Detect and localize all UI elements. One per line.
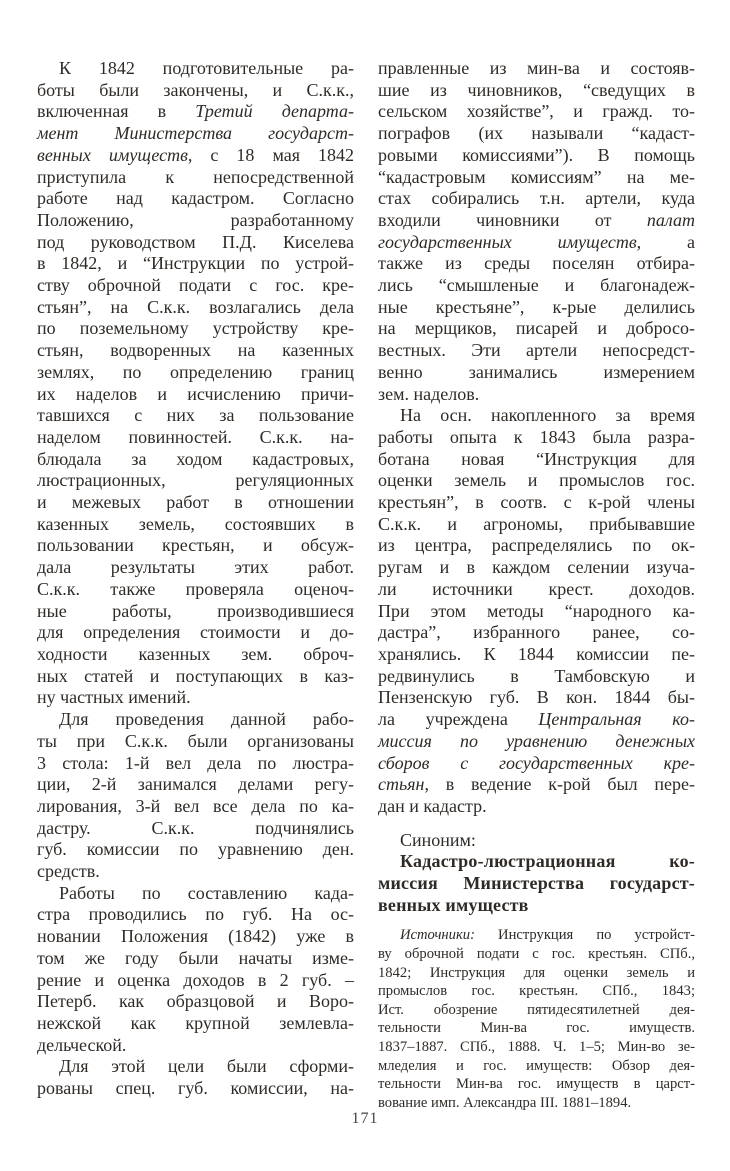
text-line: Синоним: (400, 829, 476, 850)
text-line: дастру. С.к.к. подчинялись (37, 817, 354, 838)
left-column (37, 58, 354, 1112)
text-line: хранялись. К 1844 комиссии пе- (378, 643, 695, 664)
text-line: С.к.к. также проверяла оценоч- (37, 578, 354, 599)
text-line: землях, по определению границ (37, 361, 354, 382)
text-line: ству оброчной подати с гос. кре- (37, 275, 354, 296)
sources (378, 926, 695, 1112)
text-line: ты при С.к.к. были организованы (37, 730, 354, 751)
text-line: С.к.к. и агрономы, прибывавшие (378, 513, 695, 534)
paragraph-5 (378, 405, 695, 817)
text-line: пользовании крестьян, и обсуж- (37, 535, 354, 556)
text-line: ные работы, производившиеся (37, 600, 354, 621)
paragraph-2 (37, 709, 354, 883)
text-line: ла учреждена Центральная ко- (378, 709, 695, 730)
text-line: работе над кадастром. Согласно (37, 188, 354, 209)
text-line: тельности Мин-ва гос. имуществ в царст- (378, 1076, 695, 1093)
paragraph-4 (37, 1056, 354, 1099)
text-line: стах собирались т.н. артели, куда (378, 188, 695, 209)
text-line: Пензенскую губ. В кон. 1844 бы- (378, 687, 695, 708)
text-line: мледелия и гос. имуществ: Обзор дея- (378, 1057, 695, 1074)
text-line: ругам и в каждом селении изуча- (378, 557, 695, 578)
text-line: мент Министерства государст- (37, 123, 354, 144)
text-line: миссия по уравнению денежных (378, 730, 695, 751)
text-line: блюдала за ходом кадастровых, (37, 448, 354, 469)
text-line: лись “смышленые и благонадеж- (378, 275, 695, 296)
text-line: ных статей и поступающих в каз- (37, 665, 354, 686)
text-line: из центра, распределялись по ок- (378, 535, 695, 556)
text-line: 3 стола: 1-й вел дела по люстра- (37, 752, 354, 773)
paragraph-1 (37, 58, 354, 709)
text-line: на мерщиков, писарей и добросо- (378, 318, 695, 339)
text-line: ли источники крест. доходов. (378, 578, 695, 599)
text-line: для определения стоимости и до- (37, 622, 354, 643)
text-line: государственных имуществ, а (378, 231, 695, 252)
text-line: рение и оценка доходов в 2 губ. – (37, 969, 354, 990)
text-line: боты были закончены, и С.к.к., (37, 79, 354, 100)
text-line: “кадастровым комиссиям” на ме- (378, 166, 695, 187)
text-line: люстрационных, регуляционных (37, 470, 354, 491)
text-line: дан и кадастр. (378, 795, 487, 816)
text-line: сельском хозяйстве”, и гражд. то- (378, 101, 695, 122)
text-line: дастра”, избранного ранее, со- (378, 622, 695, 643)
text-line: губ. комиссии по уравнению ден. (37, 839, 354, 860)
text-line: редвинулись в Тамбовскую и (378, 665, 695, 686)
text-line: ходности казенных зем. оброч- (37, 643, 354, 664)
text-line: ву оброчной подати с гос. крестьян. СПб., (378, 946, 695, 963)
text-line: дельческой. (37, 1034, 127, 1055)
text-line: ровыми комиссиями”). В помощь (378, 144, 695, 165)
page-number: 171 (351, 1110, 379, 1127)
text-line: рованы спец. губ. комиссии, на- (37, 1078, 354, 1099)
text-line: вестных. Эти артели непосредст- (378, 340, 695, 361)
text-line: На осн. накопленного за время (400, 405, 695, 426)
text-line: миссия Министерства государст- (378, 873, 695, 894)
text-line: под руководством П.Д. Киселева (37, 231, 354, 252)
text-line: Ист. обозрение пятидесятилетней дея- (378, 1001, 695, 1018)
text-line: ные крестьяне”, к-рые делились (378, 296, 695, 317)
text-line: и межевых работ в отношении (37, 492, 354, 513)
right-column (378, 58, 695, 1112)
text-line: Кадастро-люстрационная ко- (400, 851, 695, 872)
text-line: венных имуществ (378, 894, 529, 915)
text-line: включенная в Третий департа- (37, 101, 354, 122)
text-line: Для этой цели были сформи- (59, 1056, 354, 1077)
text-line: тельности Мин-ва гос. имуществ. (378, 1020, 695, 1037)
text-line: стьян, в ведение к-рой был пере- (378, 774, 695, 795)
text-line: Петерб. как образцовой и Воро- (37, 991, 354, 1012)
text-line: Для проведения данной рабо- (59, 709, 354, 730)
text-line: правленные из мин-ва и состояв- (378, 58, 695, 78)
synonym-label (378, 830, 695, 852)
text-line: в 1842, и “Инструкции по устрой- (37, 253, 354, 274)
text-line: При этом методы “народного ка- (378, 600, 695, 621)
text-line: ну частных имений. (37, 687, 191, 708)
text-line: входили чиновники от палат (378, 209, 695, 230)
text-line: зем. наделов. (378, 383, 480, 404)
text-line: 1842; Инструкция для оценки земель и (378, 964, 695, 981)
text-line: крестьян”, в соотв. с к-рой члены (378, 492, 695, 513)
text-line: 1837–1887. СПб., 1888. Ч. 1–5; Мин-во зе- (378, 1038, 695, 1055)
text-line: по поземельному устройству кре- (37, 318, 354, 339)
text-line: венно занимались измерением (378, 361, 695, 382)
text-line: шие из чиновников, “сведущих в (378, 79, 695, 100)
text-line: ботана новая “Инструкция для (378, 448, 695, 469)
text-line: стра проводились по губ. На ос- (37, 904, 354, 925)
text-line: сборов с государственных кре- (378, 752, 695, 773)
text-line: оценки земель и промыслов гос. (378, 470, 695, 491)
synonym-term (378, 851, 695, 916)
text-line: их наделов и исчислению причи- (37, 383, 354, 404)
text-line: также из среды поселян отбира- (378, 253, 695, 274)
text-line: промыслов гос. крестьян. СПб., 1843; (378, 983, 695, 1000)
text-line: ции, 2-й занимался делами регу- (37, 774, 354, 795)
text-line: казенных земель, состоявших в (37, 513, 354, 534)
text-line: стьян, водворенных на казенных (37, 340, 354, 361)
text-line: нежской как крупной землевла- (37, 1012, 354, 1033)
text-line: Положению, разработанному (37, 209, 354, 230)
text-line: Источники: Инструкция по устройст- (400, 927, 695, 944)
text-line: венных имуществ, с 18 мая 1842 (37, 144, 354, 165)
text-line: том же году были начаты изме- (37, 947, 354, 968)
text-line: Работы по составлению када- (59, 882, 354, 903)
paragraph-3 (37, 883, 354, 1057)
text-line: лирования, 3-й вел все дела по ка- (37, 795, 354, 816)
paragraph-4-continued (378, 58, 695, 405)
text-line: наделом повинностей. С.к.к. на- (37, 426, 354, 447)
text-line: средств. (37, 861, 100, 882)
text-line: стьян”, на С.к.к. возлагались дела (37, 296, 354, 317)
text-line: пографов (их называли “кадаст- (378, 123, 695, 144)
text-line: работы опыта к 1843 была разра- (378, 426, 695, 447)
text-line: К 1842 подготовительные ра- (59, 58, 354, 78)
text-line: тавшихся с них за пользование (37, 405, 354, 426)
text-line: дала результаты этих работ. (37, 557, 354, 578)
two-column-text (37, 58, 695, 1112)
text-line: новании Положения (1842) уже в (37, 926, 354, 947)
text-line: вование имп. Александра III. 1881–1894. (378, 1094, 632, 1111)
text-line: приступила к непосредственной (37, 166, 354, 187)
